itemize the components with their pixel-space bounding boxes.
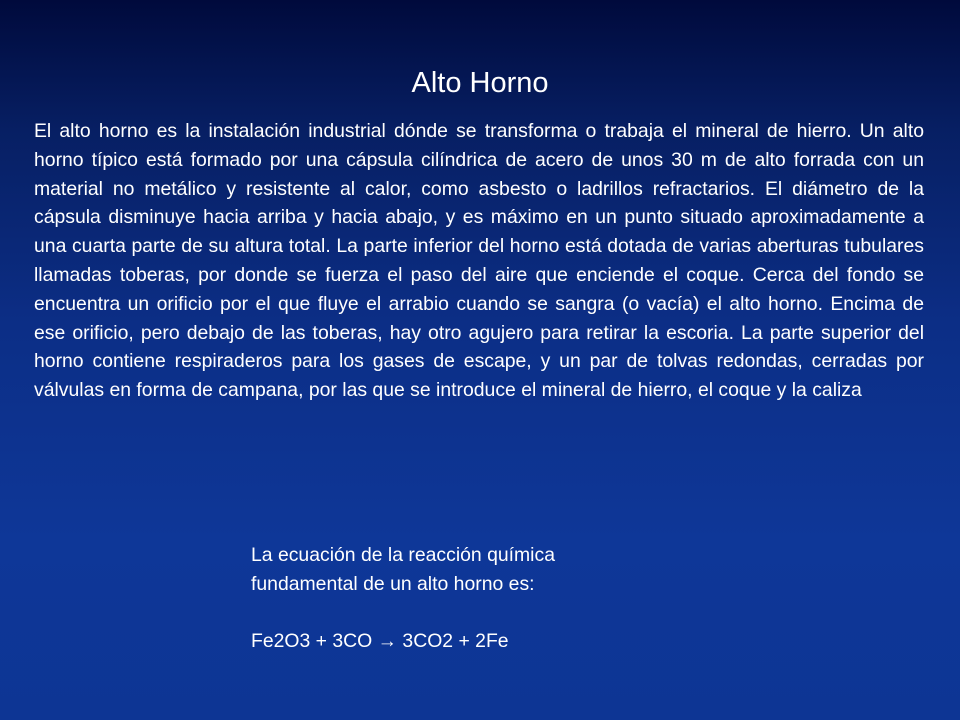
chemical-equation: Fe2O3 + 3CO → 3CO2 + 2Fe — [251, 630, 509, 653]
slide-title: Alto Horno — [411, 67, 549, 99]
equation-intro: La ecuación de la reacción química fundamental de un alto horno es: — [251, 544, 555, 595]
equation-block — [251, 541, 671, 656]
body-paragraph: El alto horno es la instalación industrial dónde se transforma o trabaja el mineral de hierro. Un alto horno típico está formado por una cápsula cilíndrica de acero de unos 30 m de alto forrada con un material no metálico y resistente al calor, como asbesto o ladrillos refractarios. El diámetro de la cápsula disminuye hacia arriba y hacia abajo, y es máximo en un punto situado aproximadamente a una cuarta parte de su altura total. La parte inferior del horno está dotada de varias aberturas tubulares llamadas toberas, por donde se fuerza el paso del aire que enciende el coque. Cerca del fondo se encuentra un orificio por el que fluye el arrabio cuando se sangra (o vacía) el alto horno. Encima de ese orificio, pero debajo de las toberas, hay otro agujero para retirar la escoria. La parte superior del horno contiene respiraderos para los gases de escape, y un par de tolvas redondas, cerradas por válvulas en forma de campana, por las que se introduce el mineral de hierro, el coque y la caliza — [34, 120, 924, 402]
